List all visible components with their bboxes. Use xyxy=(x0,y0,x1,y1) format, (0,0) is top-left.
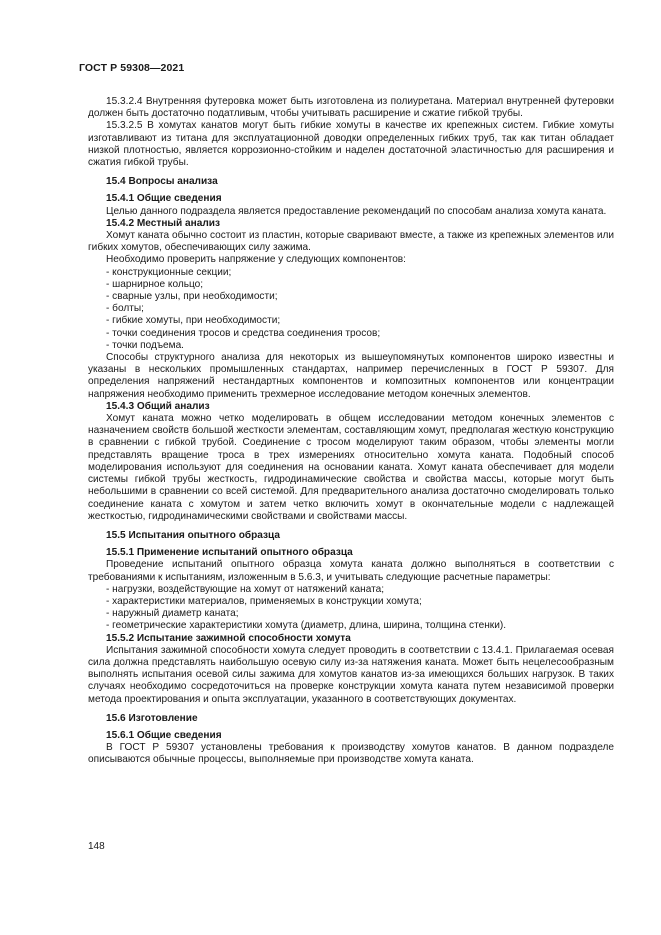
paragraph-15-6-1: В ГОСТ Р 59307 установлены требования к производству хомутов канатов. В данном подразделе описываются обычные процессы, выполняемые при производстве хомута каната. xyxy=(88,742,614,766)
paragraph-15-5-2: Испытания зажимной способности хомута следует проводить в соответствии с 13.4.1. Прилагаемая осевая сила должна представлять наибольшую осевую силу из-за натяжения каната. Может быть нецелесообразным выполнять испытания осевой силы зажима для хомутов канатов из-за имеющихся больших нагрузок. В таких случаях необходимо сосредоточиться на проверке конструкции хомута каната путем независимой проверки метода проектирования и опыта эксплуатации, указанного в соответствующих документах. xyxy=(88,644,614,705)
heading-15-6: 15.6 Изготовление xyxy=(106,712,198,724)
heading-15-4-3: 15.4.3 Общий анализ xyxy=(106,400,210,412)
heading-15-5-1: 15.5.1 Применение испытаний опытного образца xyxy=(106,547,353,559)
heading-15-4-2: 15.4.2 Местный анализ xyxy=(106,217,220,229)
list-item: - гибкие хомуты, при необходимости; xyxy=(106,315,281,327)
paragraph-15-4-2-b: Необходимо проверить напряжение у следующих компонентов: xyxy=(106,254,406,266)
paragraph-15-4-2-c: Способы структурного анализа для некоторых из вышеупомянутых компонентов широко известны и указаны в нескольких промышленных стандартах, например перечисленных в ГОСТ Р 59307. Для определения напряжений нестандартных компонентов и композитных компонентов или концентрации напряжения необходимо применить трехмерное исследование методом конечных элементов. xyxy=(88,352,614,400)
list-item: - конструкционные секции; xyxy=(106,266,232,278)
list-item: - наружный диаметр каната; xyxy=(106,608,239,620)
paragraph-15-4-2-a: Хомут каната обычно состоит из пластин, которые сваривают вместе, а также из крепежных элементов или гибких хомутов, обеспечивающих силу зажима. xyxy=(88,230,614,254)
page-content xyxy=(88,96,614,767)
document-header: ГОСТ Р 59308—2021 xyxy=(79,62,185,74)
paragraph-15-4-3: Хомут каната можно четко моделировать в общем исследовании методом конечных элементов с назначением свойств большой жесткости элементам, составляющим хомут, предполагая жесткую конструкцию в сравнении с гибкой трубой. Соединение с тросом моделируют таким образом, чтобы элементы могли представлять вращение троса в трех измерениях относительно хомута каната. Подобный способ моделирования используют для соединения на основании каната. Хомут каната обеспечивает для модели системы гибкой трубы жесткость, гидродинамические свойства и свойства массы, которые могут быть небольшими в сравнении со всей системой. Для предварительного анализа достаточно смоделировать только соединение каната с хомутом и затем четко включить хомут в окончательные модели с надлежащей жесткостью, гидродинамическими свойствами и свойствами массы. xyxy=(88,413,614,522)
list-item: - геометрические характеристики хомута (диаметр, длина, ширина, толщина стенки). xyxy=(106,620,507,632)
paragraph-15-4-1: Целью данного подраздела является предоставление рекомендаций по способам анализа хомута каната. xyxy=(106,205,607,217)
paragraph-15-3-2-4: 15.3.2.4 Внутренняя футеровка может быть изготовлена из полиуретана. Материал внутренней футеровки должен быть достаточно податливым, чтобы учитывать расширение и сжатие гибкой трубы. xyxy=(88,96,614,120)
list-item: - сварные узлы, при необходимости; xyxy=(106,291,278,303)
list-item: - точки соединения тросов и средства соединения тросов; xyxy=(106,327,381,339)
heading-15-5-2: 15.5.2 Испытание зажимной способности хомута xyxy=(106,632,351,644)
paragraph-15-5-1: Проведение испытаний опытного образца хомута каната должно выполняться в соответствии с требованиями к испытаниям, изложенным в 5.6.3, и учитывать следующие расчетные параметры: xyxy=(88,559,614,583)
list-item: - шарнирное кольцо; xyxy=(106,278,204,290)
paragraph-15-3-2-5: 15.3.2.5 В хомутах канатов могут быть гибкие хомуты в качестве их крепежных систем. Гибкие хомуты изготавливают из титана для эксплуатационной доводки определенных гибких труб, так как титан обладает низкой плотностью, является коррозионно-стойким и наделен достаточной эластичностью для расширения и сжатия гибкой трубы. xyxy=(88,120,614,169)
heading-15-6-1: 15.6.1 Общие сведения xyxy=(106,729,222,741)
list-item: - точки подъема. xyxy=(106,339,184,351)
heading-15-4: 15.4 Вопросы анализа xyxy=(106,176,218,188)
page-number: 148 xyxy=(88,841,105,852)
heading-15-4-1: 15.4.1 Общие сведения xyxy=(106,193,222,205)
list-item: - характеристики материалов, применяемых в конструкции хомута; xyxy=(106,595,422,607)
list-item: - нагрузки, воздействующие на хомут от натяжений каната; xyxy=(106,583,385,595)
list-item: - болты; xyxy=(106,303,144,315)
heading-15-5: 15.5 Испытания опытного образца xyxy=(106,529,280,541)
